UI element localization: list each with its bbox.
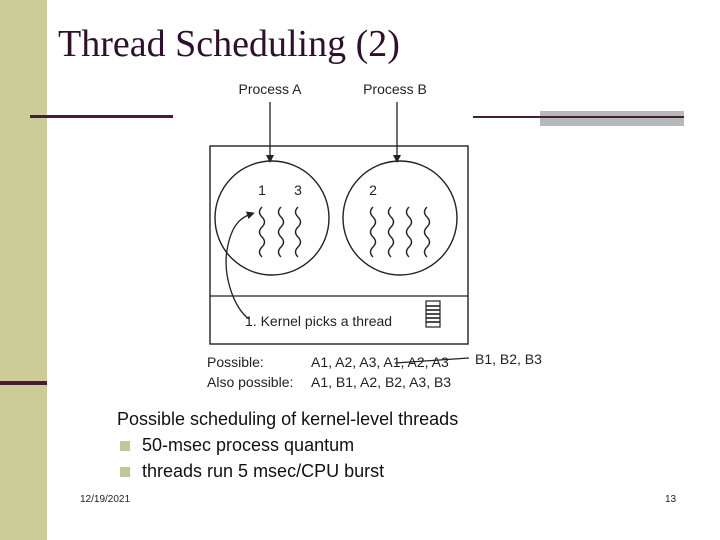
thread-label-3: 3	[294, 182, 302, 198]
left-accent-band	[0, 0, 47, 540]
thread-b3-icon	[407, 207, 412, 257]
process-b-circle	[343, 161, 457, 275]
title-rule-middle	[470, 116, 540, 118]
kernel-pick-arrow	[226, 214, 251, 319]
scheduling-diagram-svg	[173, 75, 473, 393]
process-a-label: Process A	[238, 81, 302, 97]
bullet-square-icon	[120, 467, 130, 477]
possible-value: A1, A2, A3, A1, A2, A3	[311, 354, 449, 370]
caption-heading: Possible scheduling of kernel-level threads	[117, 409, 459, 429]
title-rule-left	[30, 115, 175, 118]
process-a-threads	[260, 207, 301, 257]
thread-label-2: 2	[369, 182, 377, 198]
caption-bullet-1	[117, 432, 458, 458]
caption-bullet-2-text: threads run 5 msec/CPU burst	[142, 461, 385, 481]
left-band-rule	[0, 381, 47, 385]
thread-a1-icon	[260, 207, 265, 257]
title-rule-right	[540, 111, 684, 126]
thread-scheduling-figure	[173, 75, 473, 393]
figure-continuation-label: B1, B2, B3	[475, 351, 542, 367]
caption-bullet-2	[117, 458, 458, 484]
caption-bullet-1-text: 50-msec process quantum	[142, 435, 355, 455]
thread-label-1: 1	[258, 182, 266, 198]
run-queue-icon	[426, 301, 440, 327]
also-possible-label: Also possible:	[207, 374, 294, 390]
process-a-circle	[215, 161, 329, 275]
process-b-label: Process B	[363, 81, 427, 97]
thread-b4-icon	[425, 207, 430, 257]
thread-b2-icon	[389, 207, 394, 257]
bullet-square-icon	[120, 441, 130, 451]
process-b-threads	[371, 207, 430, 257]
caption-block	[117, 406, 458, 484]
footer-page-number: 13	[665, 494, 677, 505]
thread-a3-icon	[296, 207, 301, 257]
thread-a2-icon	[279, 207, 284, 257]
thread-b1-icon	[371, 207, 376, 257]
possible-label: Possible:	[207, 354, 264, 370]
footer-date: 12/19/2021	[80, 494, 131, 505]
slide-title: Thread Scheduling (2)	[58, 23, 400, 65]
also-possible-value: A1, B1, A2, B2, A3, B3	[311, 374, 452, 390]
kernel-note: 1. Kernel picks a thread	[245, 313, 393, 329]
